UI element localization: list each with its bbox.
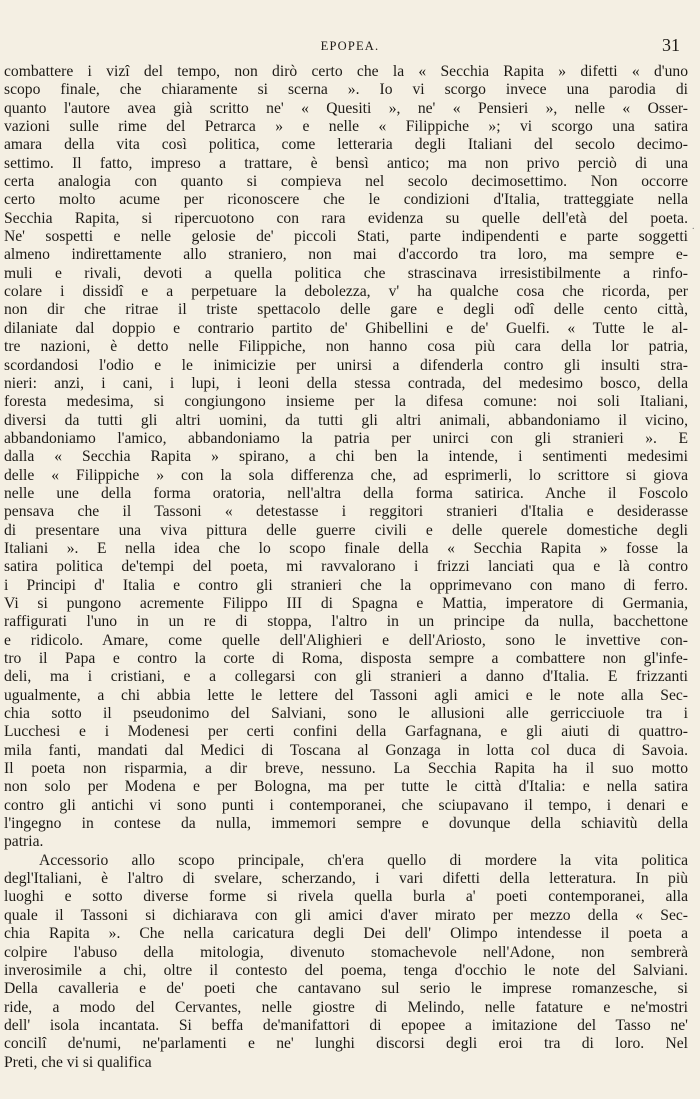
text-line: tro il Papa e contro la corte di Roma, disposta sempre a combattere non gl'infe- <box>4 650 688 667</box>
text-line: combattere i vizî del tempo, non dirò certo che la « Secchia Rapita » difetti « d'uno <box>4 63 688 80</box>
text-line: deli, ma i cristiani, e a collegarsi con gli stranieri a danno d'Italia. E frizzanti <box>4 668 688 686</box>
text-line: non solo per Modena e per Bologna, ma per tutte le città d'Italia: e nella satira <box>4 778 688 796</box>
text-line: nieri: anzi, i cani, i lupi, i leoni della stessa contrada, del medesimo bosco, della <box>4 374 688 392</box>
text-line: vazioni sulle rime del Petrarca » e nelle « Filippiche »; vi scorgo una satira <box>4 118 688 136</box>
running-title: EPOPEA. <box>320 39 380 53</box>
text-line: scordandosi l'odio e le inimicizie per unirsi a difenderla contro gli insulti stra- <box>4 356 688 374</box>
text-line: quanto l'autore avea già scritto ne' « Quesiti », ne' « Pensieri », nelle « Osser- <box>4 99 688 117</box>
text-line: colpire l'abuso della mitologia, divenuto stomachevole nell'Adone, non sembrerà <box>4 943 688 961</box>
body-text <box>4 63 688 1072</box>
text-line: almeno indirettamente allo straniero, non mai d'accordo tra loro, ma sempre e- <box>4 246 688 264</box>
text-line: scopo finale, che chiaramente si scerna ». Io vi scorgo invece una parodia di <box>4 81 688 99</box>
text-line: l'ingegno in contese da nulla, immemori sempre e dovunque della schiavitù della <box>4 815 688 833</box>
text-line: delle « Filippiche » con la sola differenza che, ad esprimerli, lo scrittore si giova <box>4 466 688 484</box>
text-line: i Principi d' Italia e contro gli stranieri che la opprimevano con mano di ferro. <box>4 576 688 594</box>
text-line: dilaniate dal doppio e contrario partito de' Ghibellini e de' Guelfi. « Tutte le al- <box>4 319 688 337</box>
text-line: concilî de'numi, ne'parlamenti e ne' lunghi discorsi degli eroi tra di loro. Nel <box>4 1035 688 1053</box>
text-line: luoghi e sotto diverse forme si rivela quella burla a' poeti contemporanei, alla <box>4 888 688 906</box>
text-line: Italiani ». E nella idea che lo scopo finale della « Secchia Rapita » fosse la <box>4 539 688 557</box>
text-line: di presentare una viva pittura delle guerre civili e delle querele domestiche degli <box>4 521 688 539</box>
text-line: chia sotto il pseudonimo del Salviani, sono le allusioni alle gerricciuole tra i <box>4 705 688 723</box>
text-line: foresta medesima, si congiungono insieme per la difesa comune: noi soli Italiani, <box>4 393 688 411</box>
text-line: tre nazioni, è detto nelle Filippiche, non hanno cosa più cara della lor patria, <box>4 338 688 356</box>
text-line: non dir che ritrae il triste spettacolo delle gare e degli odî delle cento città, <box>4 301 688 319</box>
text-line: dalla « Secchia Rapita » spirano, a chi ben la intende, i sentimenti medesimi <box>4 448 688 466</box>
text-line: amara della vita così politica, come letteraria degli Italiani del secolo decimo- <box>4 136 688 154</box>
paragraph <box>4 852 688 1072</box>
page-number: 31 <box>662 35 680 55</box>
text-line: ride, a modo del Cervantes, nelle giostre di Melindo, nelle fatature e ne'mostri <box>4 998 688 1016</box>
text-line: Secchia Rapita, si ripercuotono con rara evidenza su quelle dell'età del poeta. <box>4 209 688 227</box>
text-line: contro gli antichi vi sono punti i contemporanei, che sciupavano il tempo, i denari e <box>4 796 688 814</box>
text-line: diversi da tutti gli altri uomini, da tutti gli altri animali, abbandoniamo il vicino, <box>4 411 688 429</box>
text-line: certa analogia con quanto si compieva nel secolo decimosettimo. Non occorre <box>4 173 688 191</box>
text-line: e ridicolo. Amare, come quelle dell'Alighieri e dell'Ariosto, sono le invettive con- <box>4 631 688 649</box>
text-line: Il poeta non risparmia, a dir breve, nessuno. La Secchia Rapita ha il suo motto <box>4 760 688 778</box>
text-line: dell' isola incantata. Si beffa de'manifattori di epopee a imitazione del Tasso ne' <box>4 1016 688 1034</box>
text-line: colare i dissidî e a perpetuare la debolezza, v' ha qualche cosa che ricorda, per <box>4 283 688 301</box>
text-line: quale il Tassoni si dichiarava con gli amici d'aver mirato per mezzo della « Sec- <box>4 906 688 924</box>
text-line: muli e rivali, devoti a quella politica che strascinava irresistibilmente a rinfo- <box>4 264 688 282</box>
text-line: Vi si pungono acremente Filippo III di Spagna e Mattia, imperatore di Germania, <box>4 594 688 612</box>
text-line: abbandoniamo l'amico, abbandoniamo la patria per unirci con gli stranieri ». E <box>4 429 688 447</box>
text-line: Preti, che vi si qualifica <box>4 1053 152 1071</box>
text-line: degl'Italiani, è l'altro di svelare, scherzando, i vari difetti della letteratura. In più <box>4 870 688 888</box>
text-line: Accessorio allo scopo principale, ch'era quello di mordere la vita politica <box>39 851 688 869</box>
text-line: raffigurati l'uno in un re di stoppa, l'altro in un principe da nulla, bacchettone <box>4 613 688 631</box>
text-line: certo molto acume per riconoscere che le condizioni d'Italia, tratteggiate nella <box>4 191 688 209</box>
text-line: Lucchesi e i Modenesi per certi confini della Garfagnana, e gli aiuti di quattro- <box>4 723 688 741</box>
text-line: patria. <box>4 833 44 851</box>
text-line: inverosimile a chi, oltre il contesto del poema, tenga d'occhio le note del Salviani. <box>4 961 688 979</box>
text-line: mila fanti, mandati dal Medici di Toscana al Gonzaga in lotta col duca di Savoia. <box>4 741 688 759</box>
text-line: Della cavalleria e de' poeti che cantavano sul serio le imprese romanzesche, si <box>4 980 688 998</box>
text-line: satira politica de'tempi del poeta, mi ravvalorano i frizzi lanciati qua e là contro <box>4 558 688 576</box>
margin-mark: . <box>692 221 695 232</box>
text-line: ugualmente, a chi abbia lette le lettere del Tassoni agli amici e le note alla Sec- <box>4 686 688 704</box>
text-line: settimo. Il fatto, impreso a trattare, è bensì antico; ma non privo perciò di una <box>4 154 688 172</box>
paragraph <box>4 63 688 852</box>
text-line: nelle une della forma oratoria, nell'altra della forma satirica. Anche il Foscolo <box>4 484 688 502</box>
text-line: chia Rapita ». Che nella caricatura degli Dei dell' Olimpo intendesse il poeta a <box>4 925 688 943</box>
text-line: Ne' sospetti e nelle gelosie de' piccoli Stati, parte indipendenti e parte soggetti <box>4 228 688 246</box>
text-line: pensava che il Tassoni « detestasse i reggitori stranieri d'Italia e desiderasse <box>4 503 688 521</box>
running-header <box>0 35 700 57</box>
